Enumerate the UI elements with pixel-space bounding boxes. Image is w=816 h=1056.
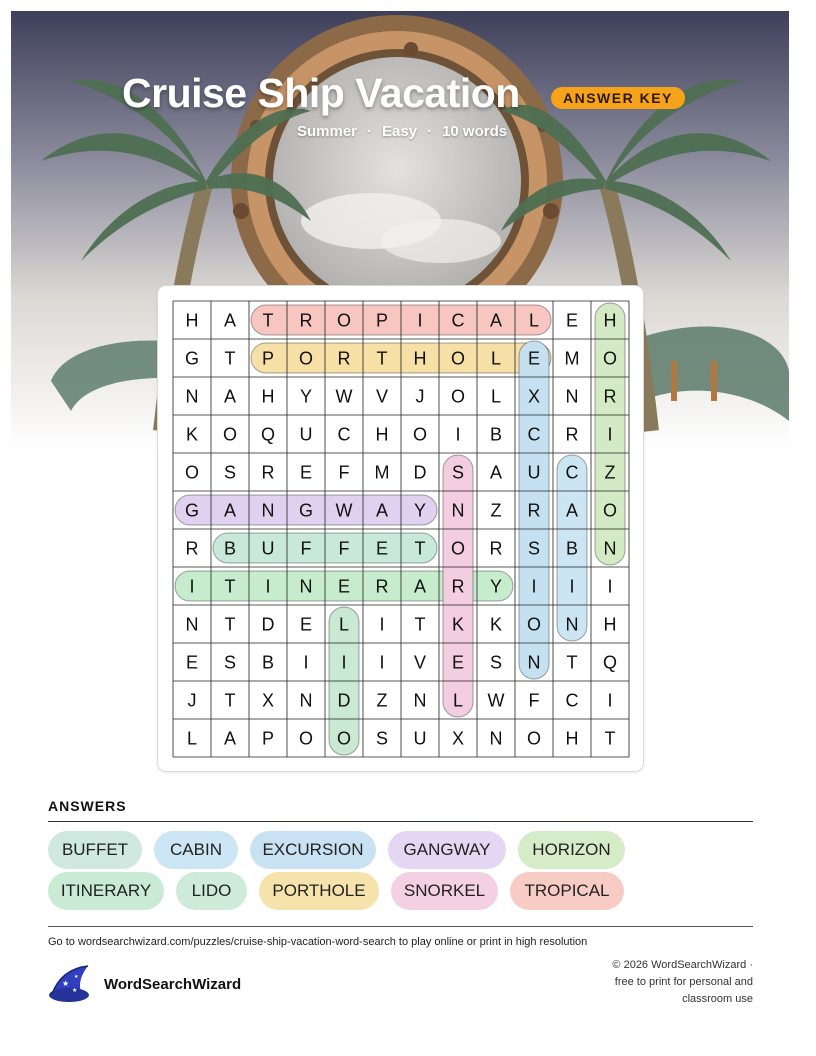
grid-letter[interactable]: P [375,310,389,331]
grid-letter[interactable]: N [489,728,503,749]
grid-letter[interactable]: G [298,500,314,521]
grid-letter[interactable]: S [223,652,237,673]
grid-letter[interactable]: E [299,462,313,483]
grid-letter[interactable]: T [224,690,236,711]
grid-letter[interactable]: E [337,576,351,597]
grid-letter[interactable]: S [527,538,541,559]
grid-letter[interactable]: R [451,576,465,597]
grid-letter[interactable]: A [375,500,389,521]
grid-letter[interactable]: I [455,424,461,445]
copyright-line: free to print for personal and [614,976,753,988]
grid-letter[interactable]: I [303,652,309,673]
grid-letter[interactable]: C [337,424,351,445]
grid-letter[interactable]: I [607,576,613,597]
grid-letter[interactable]: A [223,310,237,331]
grid-letter[interactable]: C [565,690,579,711]
grid-letter[interactable]: O [526,614,542,635]
grid-letter[interactable]: N [527,652,541,673]
grid-letter[interactable]: O [450,538,466,559]
grid-letter[interactable]: R [299,310,313,331]
grid-letter[interactable]: T [414,538,426,559]
meta-theme: Summer [297,123,358,140]
page-title: Cruise Ship Vacation [122,70,520,116]
copyright-line: classroom use [682,993,753,1005]
word-search-grid [158,286,643,771]
grid-letter[interactable]: O [602,348,618,369]
grid-letter[interactable]: O [336,310,352,331]
grid-letter[interactable]: H [261,386,275,407]
grid-letter[interactable]: N [185,614,199,635]
grid-letter[interactable]: H [603,310,617,331]
grid-letter[interactable]: T [224,576,236,597]
grid-letter[interactable]: Z [604,462,616,483]
grid-letter[interactable]: C [527,424,541,445]
grid-letter[interactable]: O [336,728,352,749]
grid-letter[interactable]: K [451,614,465,635]
grid-letter[interactable]: C [565,462,579,483]
grid-letter[interactable]: L [338,614,350,635]
meta-separator: · [427,123,433,140]
grid-letter[interactable]: E [185,652,199,673]
grid-letter[interactable]: K [489,614,503,635]
answer-word: GANGWAY [388,831,506,869]
grid-letter[interactable]: R [185,538,199,559]
grid-letter[interactable]: N [413,690,427,711]
grid-letter[interactable]: R [489,538,503,559]
grid-letter[interactable]: L [186,728,198,749]
brand[interactable] [48,964,241,1004]
grid-letter[interactable]: Z [376,690,388,711]
puzzle-meta [297,123,507,140]
grid-letter[interactable]: H [185,310,199,331]
grid-letter[interactable]: I [265,576,271,597]
answer-word: ITINERARY [48,872,164,910]
grid-letter[interactable]: F [338,462,350,483]
grid-letter[interactable]: X [261,690,275,711]
answer-word: HORIZON [518,831,625,869]
grid-letter[interactable]: D [413,462,427,483]
answer-word: TROPICAL [510,872,624,910]
grid-letter[interactable]: W [335,500,353,521]
grid-letter[interactable]: H [603,614,617,635]
grid-letter[interactable]: B [261,652,275,673]
footer-url-text[interactable]: Go to wordsearchwizard.com/puzzles/cruise-ship-vacation-word-search to play online or print in high resolution [48,936,588,948]
grid-letter[interactable]: I [379,652,385,673]
copyright-line: © 2026 WordSearchWizard · [612,959,753,971]
grid-letter[interactable]: J [187,690,197,711]
grid-letter[interactable]: I [607,424,613,445]
grid-letter[interactable]: N [565,614,579,635]
grid-letter[interactable]: L [490,348,502,369]
grid-letter[interactable]: M [564,348,580,369]
grid-letter[interactable]: O [298,728,314,749]
grid-letter[interactable]: Y [489,576,503,597]
grid-letter[interactable]: J [415,386,425,407]
grid-letter[interactable]: E [565,310,579,331]
grid-letter[interactable]: R [337,348,351,369]
meta-separator: · [367,123,373,140]
answer-key-badge: ANSWER KEY [551,87,685,109]
grid-letter[interactable]: I [607,690,613,711]
grid-letter[interactable]: Y [413,500,427,521]
grid-letter[interactable]: R [565,424,579,445]
grid-letter[interactable]: W [487,690,505,711]
grid-letter[interactable]: N [451,500,465,521]
grid-letter[interactable]: K [185,424,199,445]
grid-letter[interactable]: B [489,424,503,445]
grid-letter[interactable]: F [338,538,350,559]
answer-word: LIDO [176,872,247,910]
grid-letter[interactable]: I [569,576,575,597]
grid-letter[interactable]: C [451,310,465,331]
grid-letter[interactable]: T [224,614,236,635]
grid-letter[interactable]: E [451,652,465,673]
grid-letter[interactable]: F [300,538,312,559]
grid-letter[interactable]: T [414,614,426,635]
grid-letter[interactable]: T [224,348,236,369]
grid-letter[interactable]: X [451,728,465,749]
grid-letter[interactable]: A [565,500,579,521]
footer-divider [48,926,753,927]
grid-letter[interactable]: U [299,424,313,445]
grid-letter[interactable]: V [413,652,427,673]
answers-heading: ANSWERS [48,798,127,814]
grid-letter[interactable]: H [375,424,389,445]
grid-letter[interactable]: T [262,310,274,331]
grid-letter[interactable]: D [261,614,275,635]
grid-letter[interactable]: T [604,728,616,749]
meta-difficulty: Easy [382,123,418,140]
grid-letter[interactable]: T [566,652,578,673]
brand-name: WordSearchWizard [104,975,242,993]
grid-letter[interactable]: N [603,538,617,559]
grid-letter[interactable]: E [527,348,541,369]
grid-letter[interactable]: Q [602,652,618,673]
grid-letter[interactable]: H [413,348,427,369]
svg-text:★: ★ [62,979,70,988]
grid-letter[interactable]: A [223,386,237,407]
copyright [553,957,753,1008]
grid-letter[interactable]: O [602,500,618,521]
grid-letter[interactable]: N [299,576,313,597]
grid-letter[interactable]: O [526,728,542,749]
grid-letter[interactable]: O [222,424,238,445]
grid-letter[interactable]: G [184,500,200,521]
grid-letter[interactable]: F [528,690,540,711]
grid-letter[interactable]: Q [260,424,276,445]
grid-letter[interactable]: D [337,690,351,711]
grid-letter[interactable]: A [223,728,237,749]
grid-letter[interactable]: S [489,652,503,673]
grid-letter[interactable]: B [565,538,579,559]
grid-letter[interactable]: O [298,348,314,369]
answer-word: CABIN [154,831,238,869]
grid-letter[interactable]: I [531,576,537,597]
grid-letter[interactable]: H [565,728,579,749]
answer-word: SNORKEL [391,872,498,910]
answers-divider [48,821,753,822]
answer-word: BUFFET [48,831,142,869]
puzzle-card [157,285,644,772]
grid-letter[interactable]: G [184,348,200,369]
grid-letter[interactable]: R [261,462,275,483]
grid-letter[interactable]: U [527,462,541,483]
grid-letter[interactable]: R [603,386,617,407]
grid-letter[interactable]: S [375,728,389,749]
grid-letter[interactable]: N [185,386,199,407]
grid-letter[interactable]: A [489,462,503,483]
grid-letter[interactable]: P [261,728,275,749]
grid-letter[interactable]: E [299,614,313,635]
grid-letter[interactable]: O [184,462,200,483]
grid-letter[interactable]: B [223,538,237,559]
grid-letter[interactable]: I [189,576,195,597]
grid-letter[interactable]: R [375,576,389,597]
meta-word-count: 10 words [442,123,508,140]
grid-letter[interactable]: U [413,728,427,749]
grid-letter[interactable]: O [412,424,428,445]
grid-letter[interactable]: N [565,386,579,407]
grid-letter[interactable]: Y [299,386,313,407]
grid-letter[interactable]: N [299,690,313,711]
grid-letter[interactable]: Z [490,500,502,521]
grid-letter[interactable]: I [417,310,423,331]
grid-letter[interactable]: L [528,310,540,331]
svg-text:★: ★ [72,987,78,994]
grid-letter[interactable]: S [451,462,465,483]
grid-letter[interactable]: W [335,386,353,407]
grid-letter[interactable]: R [527,500,541,521]
grid-letter[interactable]: A [223,500,237,521]
grid-letter[interactable]: M [374,462,390,483]
wizard-hat-icon [48,964,92,1004]
grid-letter[interactable]: A [489,310,503,331]
answer-word: PORTHOLE [259,872,379,910]
grid-letter[interactable]: E [375,538,389,559]
grid-letter[interactable]: N [261,500,275,521]
grid-letter[interactable]: A [413,576,427,597]
grid-letter[interactable]: V [375,386,389,407]
grid-letter[interactable]: I [379,614,385,635]
grid-letter[interactable]: U [261,538,275,559]
grid-letter[interactable]: X [527,386,541,407]
grid-letter[interactable]: I [341,652,347,673]
grid-letter[interactable]: O [450,348,466,369]
svg-text:★: ★ [74,974,79,980]
grid-letter[interactable]: O [450,386,466,407]
grid-letter[interactable]: P [261,348,275,369]
grid-letter[interactable]: S [223,462,237,483]
answer-word: EXCURSION [250,831,376,869]
grid-letter[interactable]: L [452,690,464,711]
grid-letter[interactable]: L [490,386,502,407]
grid-letter[interactable]: T [376,348,388,369]
